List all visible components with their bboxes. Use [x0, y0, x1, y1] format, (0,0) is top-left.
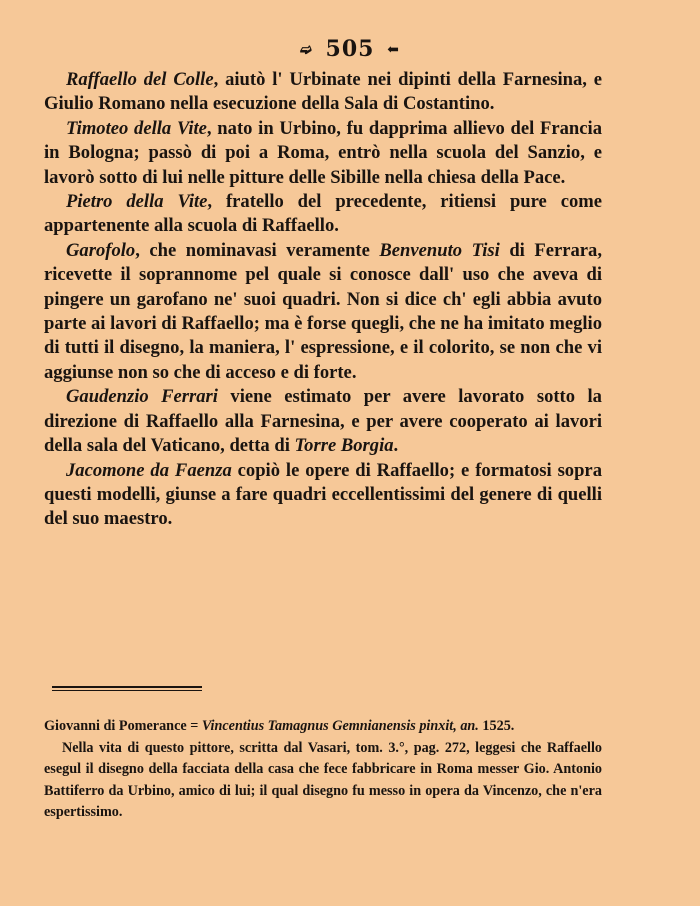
- artist-name: Garofolo: [66, 239, 136, 261]
- paragraph: [44, 239, 602, 385]
- artist-name: Gaudenzio Ferrari: [66, 386, 218, 408]
- artist-name: Timoteo della Vite: [66, 117, 207, 139]
- paragraph-text: , aiutò l' Urbinate nei dipinti della Farnesina, e Giulio Romano nella esecuzione della Sala di Costantino.: [44, 69, 602, 115]
- paragraph: [44, 385, 602, 458]
- artist-name: Pietro della Vite: [66, 191, 208, 213]
- paragraph-text: copiò le opere di Raffaello; e formatosi sopra questi modelli, giunse a fare quadri eccellentissimi del genere di quelli del suo maestro.: [44, 459, 602, 530]
- artist-real-name: Benvenuto Tisi: [379, 239, 500, 261]
- paragraph: [44, 190, 602, 239]
- paragraph-text: di Ferrara, ricevette il soprannome pel quale si conosce dall' uso che aveva di pingere un garofano ne' suoi quadri. Non si dice ch' egli abbia avuto parte ai lavori di Raffaello; ma è forse quegli, che ne ha imitato meglio di tutti il disegno, la maniera, l' espressione, e il colorito, se non che vi aggiunse non so che di acceso e di forte.: [44, 239, 602, 383]
- ornament-right-icon: ⬅: [387, 42, 400, 58]
- paragraph-text: .: [393, 435, 399, 457]
- paragraph: [44, 117, 602, 190]
- artist-name: Jacomone da Faenza: [66, 459, 232, 481]
- paragraph-text: , nato in Urbino, fu dapprima allievo del Francia in Bologna; passò di poi a Roma, entrò nella scuola del Sanzio, e lavorò sotto di lui nelle pitture delle Sibille nella chiesa della Pace.: [44, 117, 602, 188]
- footnote-line: [44, 716, 602, 738]
- footnote-text: Giovanni di Pomerance =: [44, 718, 202, 734]
- main-text: [44, 68, 602, 532]
- footnote-year: 1525.: [478, 718, 515, 734]
- footnotes: [44, 716, 602, 824]
- place-name: Torre Borgia: [294, 435, 394, 457]
- footnote-latin: Vincentius Tamagnus Gemnianensis pinxit, an.: [201, 718, 479, 734]
- paragraph-text: , fratello del precedente, ritiensi pure come appartenente alla scuola di Raffaello.: [44, 191, 602, 237]
- artist-name: Raffaello del Colle: [66, 69, 214, 90]
- footnote-line: Nella vita di questo pittore, scritta dal Vasari, tom. 3.°, pag. 272, leggesi che Raffaello esegul il disegno della facciata della casa che fece fabbricare in Roma messer Gio. Antonio Battiferro da Urbino, amico di lui; il qual disegno fu messo in opera da Vincenzo, che n'era espertissimo.: [44, 739, 602, 821]
- footnote-divider-thin: [52, 690, 202, 691]
- paragraph-text: , che nominavasi veramente: [135, 239, 380, 261]
- page-header: [0, 36, 700, 62]
- footnote-divider: [52, 686, 202, 688]
- paragraph-text: viene estimato per avere lavorato sotto la direzione di Raffaello alla Farnesina, e per avere cooperato ai lavori della sala del Vaticano, detta di: [44, 386, 602, 457]
- paragraph: [44, 68, 602, 117]
- ornament-left-icon: ➫: [300, 42, 313, 58]
- page-number: 505: [325, 36, 375, 62]
- paragraph: [44, 459, 602, 532]
